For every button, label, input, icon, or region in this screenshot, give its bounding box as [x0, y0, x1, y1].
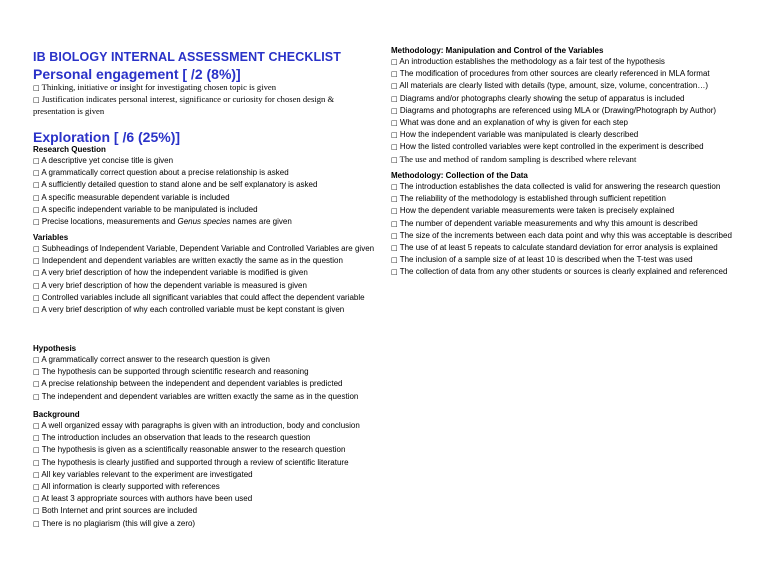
checkbox-icon[interactable]: □: [33, 380, 40, 389]
checklist-item: □ A specific independent variable to be manipulated is included: [33, 204, 258, 214]
checklist-item: □ A very brief description of why each controlled variable must be kept constant is given: [33, 305, 345, 315]
research-question-list: [33, 155, 378, 228]
checklist-item: □ The hypothesis is given as a scientifically reasonable answer to the research question: [33, 445, 346, 455]
checkbox-icon[interactable]: □: [391, 58, 398, 66]
checkbox-icon[interactable]: □: [33, 483, 40, 492]
checkbox-icon[interactable]: □: [33, 293, 40, 302]
checkbox-icon[interactable]: □: [391, 106, 398, 115]
checkbox-icon[interactable]: □: [391, 183, 398, 191]
checklist-item: □ Subheadings of Independent Variable, Dependent Variable and Controlled Variables are given: [33, 244, 375, 253]
checklist-item: □ The use of at least 5 repeats to calculate standard deviation for error analysis is explained: [391, 243, 718, 253]
checkbox-icon[interactable]: □: [33, 218, 40, 227]
checkbox-icon[interactable]: □: [391, 94, 398, 103]
checkbox-icon[interactable]: □: [33, 269, 40, 278]
checklist-item: □ An introduction establishes the methodology as a fair test of the hypothesis: [391, 57, 665, 66]
checkbox-icon[interactable]: □: [33, 495, 40, 504]
checkbox-icon[interactable]: □: [33, 434, 40, 443]
checkbox-icon[interactable]: □: [33, 519, 40, 528]
checklist-item: □ A grammatically correct answer to the research question is given: [33, 355, 270, 364]
personal-engagement-heading: Personal engagement [ /2 (8%)]: [33, 66, 241, 82]
methodology-collection-heading: Methodology: Collection of the Data: [391, 171, 528, 180]
variables-list: [33, 243, 378, 316]
checklist-item: □ A descriptive yet concise title is given: [33, 156, 174, 165]
checklist-item: □ Diagrams and photographs are referenced using MLA or (Drawing/Photograph by Author): [391, 105, 717, 115]
checklist-item: □ A specific measurable dependent variable is included: [33, 192, 230, 202]
methodology-manipulation-heading: Methodology: Manipulation and Control of the Variables: [391, 46, 604, 55]
research-question-heading: Research Question: [33, 145, 106, 154]
checklist-item: □ The size of the increments between each data point and why this was acceptable is described: [391, 230, 732, 240]
document-title: IB BIOLOGY INTERNAL ASSESSMENT CHECKLIST: [33, 50, 341, 64]
checklist-item: □ A precise relationship between the independent and dependent variables is predicted: [33, 379, 343, 389]
checkbox-icon[interactable]: □: [33, 458, 40, 467]
hypothesis-heading: Hypothesis: [33, 344, 77, 353]
checklist-item: □ The hypothesis can be supported through scientific research and reasoning: [33, 367, 309, 377]
checklist-item: □ Both Internet and print sources are included: [33, 506, 198, 516]
checklist-item: □ All materials are clearly listed with details (type, amount, size, volume, concentration…): [391, 81, 708, 91]
checkbox-icon[interactable]: □: [33, 205, 40, 214]
checklist-item: □ What was done and an explanation of why is given for each step: [391, 118, 628, 128]
checkbox-icon[interactable]: □: [33, 257, 40, 266]
checkbox-icon[interactable]: □: [33, 181, 40, 190]
checkbox-icon[interactable]: □: [33, 193, 40, 202]
hypothesis-list: [33, 354, 378, 403]
checkbox-icon[interactable]: □: [33, 306, 40, 315]
checklist-item: □ The introduction establishes the data collected is valid for answering the research question: [391, 182, 721, 191]
checklist-item: □ A very brief description of how the independent variable is modified is given: [33, 268, 308, 278]
checkbox-icon[interactable]: □: [391, 207, 398, 216]
checklist-item: □ Diagrams and/or photographs clearly showing the setup of apparatus is included: [391, 93, 685, 103]
variables-heading: Variables: [33, 233, 69, 242]
checkbox-icon[interactable]: □: [391, 195, 398, 204]
checklist-item: □ The collection of data from any other students or sources is clearly explained and referenced: [391, 267, 728, 277]
checkbox-icon[interactable]: □: [391, 82, 398, 91]
background-heading: Background: [33, 410, 80, 419]
checklist-item: □ Thinking, initiative or insight for investigating chosen topic is given: [33, 82, 277, 92]
checklist-item: □ Precise locations, measurements and Genus species names are given: [33, 217, 292, 227]
checkbox-icon[interactable]: □: [33, 368, 40, 377]
checkbox-icon[interactable]: □: [33, 392, 40, 401]
personal-engagement-list: [33, 82, 378, 117]
methodology-manipulation-list: [391, 56, 737, 166]
checklist-item: □ A well organized essay with paragraphs is given with an introduction, body and conclusion: [33, 421, 360, 430]
checkbox-icon[interactable]: □: [391, 70, 398, 79]
checklist-item: □ Justification indicates personal interest, significance or curiosity for chosen design & presentation is given: [33, 94, 335, 116]
checklist-item: □ All key variables relevant to the experiment are investigated: [33, 469, 253, 479]
checkbox-icon[interactable]: □: [33, 470, 40, 479]
checklist-item: □ How the dependent variable measurements were taken is precisely explained: [391, 206, 675, 216]
checkbox-icon[interactable]: □: [33, 356, 40, 364]
exploration-heading: Exploration [ /6 (25%)]: [33, 129, 181, 145]
checkbox-icon[interactable]: □: [33, 96, 40, 104]
checklist-item: □ Controlled variables include all significant variables that could affect the dependent variable: [33, 292, 365, 302]
checkbox-icon[interactable]: □: [391, 231, 398, 240]
checklist-item: □ A very brief description of how the dependent variable is measured is given: [33, 280, 307, 290]
genus-species-italic: Genus species: [177, 217, 231, 227]
checkbox-icon[interactable]: □: [391, 219, 398, 228]
checklist-item: □ There is no plagiarism (this will give a zero): [33, 518, 196, 528]
checklist-item: □ How the listed controlled variables were kept controlled in the experiment is described: [391, 142, 704, 152]
background-list: [33, 420, 378, 530]
checklist-item: □ The introduction includes an observation that leads to the research question: [33, 433, 311, 443]
checklist-item: □ At least 3 appropriate sources with authors have been used: [33, 494, 253, 504]
checklist-item: □ The use and method of random sampling is described where relevant: [391, 153, 637, 164]
checkbox-icon[interactable]: □: [33, 281, 40, 290]
methodology-collection-list: [391, 181, 737, 279]
checkbox-icon[interactable]: □: [391, 131, 398, 140]
checklist-item: □ The number of dependent variable measurements and why this amount is described: [391, 218, 698, 228]
checkbox-icon[interactable]: □: [33, 507, 40, 516]
checkbox-icon[interactable]: □: [391, 155, 398, 164]
checkbox-icon[interactable]: □: [33, 446, 40, 455]
checklist-item: □ The independent and dependent variables are written exactly the same as in the question: [33, 391, 359, 401]
checklist-item: □ The modification of procedures from other sources are clearly referenced in MLA format: [391, 69, 710, 79]
checklist-item: □ A grammatically correct question about a precise relationship is asked: [33, 168, 289, 178]
checklist-item: □ All information is clearly supported with references: [33, 482, 220, 492]
checkbox-icon[interactable]: □: [33, 245, 40, 253]
checklist-item: □ The reliability of the methodology is established through sufficient repetition: [391, 194, 666, 204]
checkbox-icon[interactable]: □: [33, 169, 40, 178]
checkbox-icon[interactable]: □: [391, 119, 398, 128]
checkbox-icon[interactable]: □: [391, 268, 398, 277]
checkbox-icon[interactable]: □: [391, 143, 398, 152]
checklist-item: □ A sufficiently detailed question to stand alone and be self explanatory is asked: [33, 180, 318, 190]
checklist-item: □ The inclusion of a sample size of at least 10 is described when the T-test was used: [391, 255, 693, 265]
checkbox-icon[interactable]: □: [33, 84, 40, 92]
checklist-item: □ Independent and dependent variables are written exactly the same as in the question: [33, 256, 343, 266]
checkbox-icon[interactable]: □: [391, 244, 398, 253]
checkbox-icon[interactable]: □: [33, 422, 40, 430]
checkbox-icon[interactable]: □: [391, 256, 398, 265]
checklist-item: □ How the independent variable was manipulated is clearly described: [391, 130, 639, 140]
checkbox-icon[interactable]: □: [33, 157, 40, 165]
checklist-item: □ The hypothesis is clearly justified and supported through a review of scientific literature: [33, 457, 349, 467]
